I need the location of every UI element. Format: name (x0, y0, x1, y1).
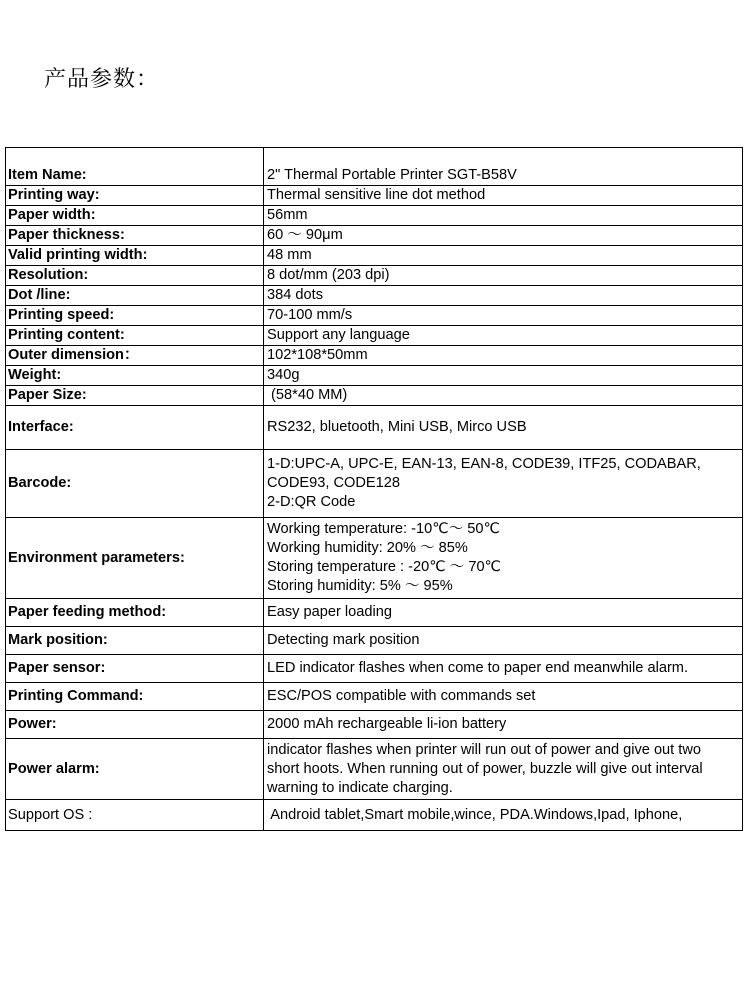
spec-value-line: LED indicator flashes when come to paper end meanwhile alarm. (267, 660, 689, 676)
spec-value-line: indicator flashes when printer will run out of power and give out two (267, 741, 701, 758)
spec-value-line: CODE93, CODE128 (267, 475, 401, 491)
spec-value-line: Storing temperature : -20℃ ～ 70℃ (267, 559, 501, 575)
spec-value-line: ESC/POS compatible with commands set (267, 688, 536, 704)
spec-value-line: 2-D:QR Code (267, 494, 356, 510)
spec-table (5, 147, 743, 831)
spec-value (264, 148, 743, 186)
spec-label: Outer dimension： (6, 346, 264, 366)
spec-row (6, 206, 743, 226)
spec-row (6, 655, 743, 683)
spec-label: Interface: (6, 406, 264, 450)
spec-value-line: Detecting mark position (267, 632, 420, 648)
spec-value-line: 102*108*50mm (267, 347, 368, 363)
spec-value (264, 599, 743, 627)
spec-row (6, 739, 743, 800)
spec-label: Paper width: (6, 206, 264, 226)
spec-row (6, 326, 743, 346)
spec-value (264, 450, 743, 518)
spec-value-line: short hoots. When running out of power, buzzle will give out interval (267, 760, 703, 777)
spec-label: Paper feeding method: (6, 599, 264, 627)
spec-value-line: 2000 mAh rechargeable li-ion battery (267, 716, 507, 732)
spec-label: Valid printing width: (6, 246, 264, 266)
spec-row (6, 306, 743, 326)
spec-value (264, 306, 743, 326)
spec-label: Environment parameters: (6, 518, 264, 599)
spec-value-line: Working humidity: 20% ～ 85% (267, 540, 468, 556)
spec-value-line: 384 dots (267, 287, 323, 303)
spec-label: Support OS : (6, 800, 264, 831)
spec-label: Printing way: (6, 186, 264, 206)
spec-value-line: 1-D:UPC-A, UPC-E, EAN-13, EAN-8, CODE39, ITF25, CODABAR, (267, 456, 701, 472)
spec-value (264, 246, 743, 266)
spec-label: Paper Size: (6, 386, 264, 406)
spec-label: Weight: (6, 366, 264, 386)
spec-value-line: 70-100 mm/s (267, 307, 353, 323)
spec-row (6, 186, 743, 206)
spec-label: Barcode: (6, 450, 264, 518)
spec-label: Printing Command: (6, 683, 264, 711)
spec-value (264, 518, 743, 599)
spec-label: Printing speed: (6, 306, 264, 326)
spec-label: Mark position: (6, 627, 264, 655)
spec-row (6, 627, 743, 655)
spec-row (6, 246, 743, 266)
spec-value (264, 683, 743, 711)
spec-value (264, 739, 743, 800)
spec-label: Printing content: (6, 326, 264, 346)
spec-label: Dot /line: (6, 286, 264, 306)
spec-value-line: RS232, bluetooth, Mini USB, Mirco USB (267, 419, 527, 435)
spec-row (6, 599, 743, 627)
spec-value-line: (58*40 MM) (267, 387, 348, 403)
spec-label: Paper sensor: (6, 655, 264, 683)
spec-label: Power alarm: (6, 739, 264, 800)
spec-value (264, 226, 743, 246)
spec-row (6, 518, 743, 599)
spec-row (6, 266, 743, 286)
spec-value-line: 60 ～ 90μm (267, 227, 343, 243)
spec-value (264, 286, 743, 306)
spec-value-line: Thermal sensitive line dot method (267, 187, 486, 203)
page-title: 产品参数： (44, 67, 160, 92)
spec-row (6, 800, 743, 831)
spec-value (264, 266, 743, 286)
spec-row (6, 226, 743, 246)
spec-value (264, 346, 743, 366)
spec-label: Power: (6, 711, 264, 739)
spec-value-line: Support any language (267, 327, 410, 343)
spec-value-line: Storing humidity: 5% ～ 95% (267, 578, 453, 594)
spec-row (6, 386, 743, 406)
spec-row (6, 286, 743, 306)
spec-row (6, 711, 743, 739)
spec-value (264, 711, 743, 739)
spec-label: Resolution: (6, 266, 264, 286)
spec-row (6, 450, 743, 518)
spec-value-line: 2" Thermal Portable Printer SGT-B58V (267, 167, 517, 183)
spec-value-line: 48 mm (267, 247, 312, 263)
spec-value (264, 186, 743, 206)
spec-row (6, 366, 743, 386)
spec-value (264, 366, 743, 386)
spec-row (6, 683, 743, 711)
spec-label: Paper thickness: (6, 226, 264, 246)
spec-value-line: Easy paper loading (267, 604, 392, 620)
spec-value (264, 326, 743, 346)
spec-label: Item Name: (6, 148, 264, 186)
spec-value-line: 340g (267, 367, 300, 383)
spec-value-line: 56mm (267, 207, 308, 223)
spec-value-line: Working temperature: -10℃～ 50℃ (267, 521, 500, 537)
spec-value (264, 386, 743, 406)
spec-value-line: Android tablet,Smart mobile,wince, PDA.Windows,Ipad, Iphone, (267, 806, 683, 823)
spec-row (6, 346, 743, 366)
spec-value (264, 655, 743, 683)
spec-value-line: 8 dot/mm (203 dpi) (267, 267, 390, 283)
spec-row (6, 406, 743, 450)
spec-value (264, 800, 743, 831)
spec-value (264, 406, 743, 450)
spec-row (6, 148, 743, 186)
spec-value (264, 627, 743, 655)
spec-value-line: warning to indicate charging. (267, 779, 453, 796)
spec-value (264, 206, 743, 226)
